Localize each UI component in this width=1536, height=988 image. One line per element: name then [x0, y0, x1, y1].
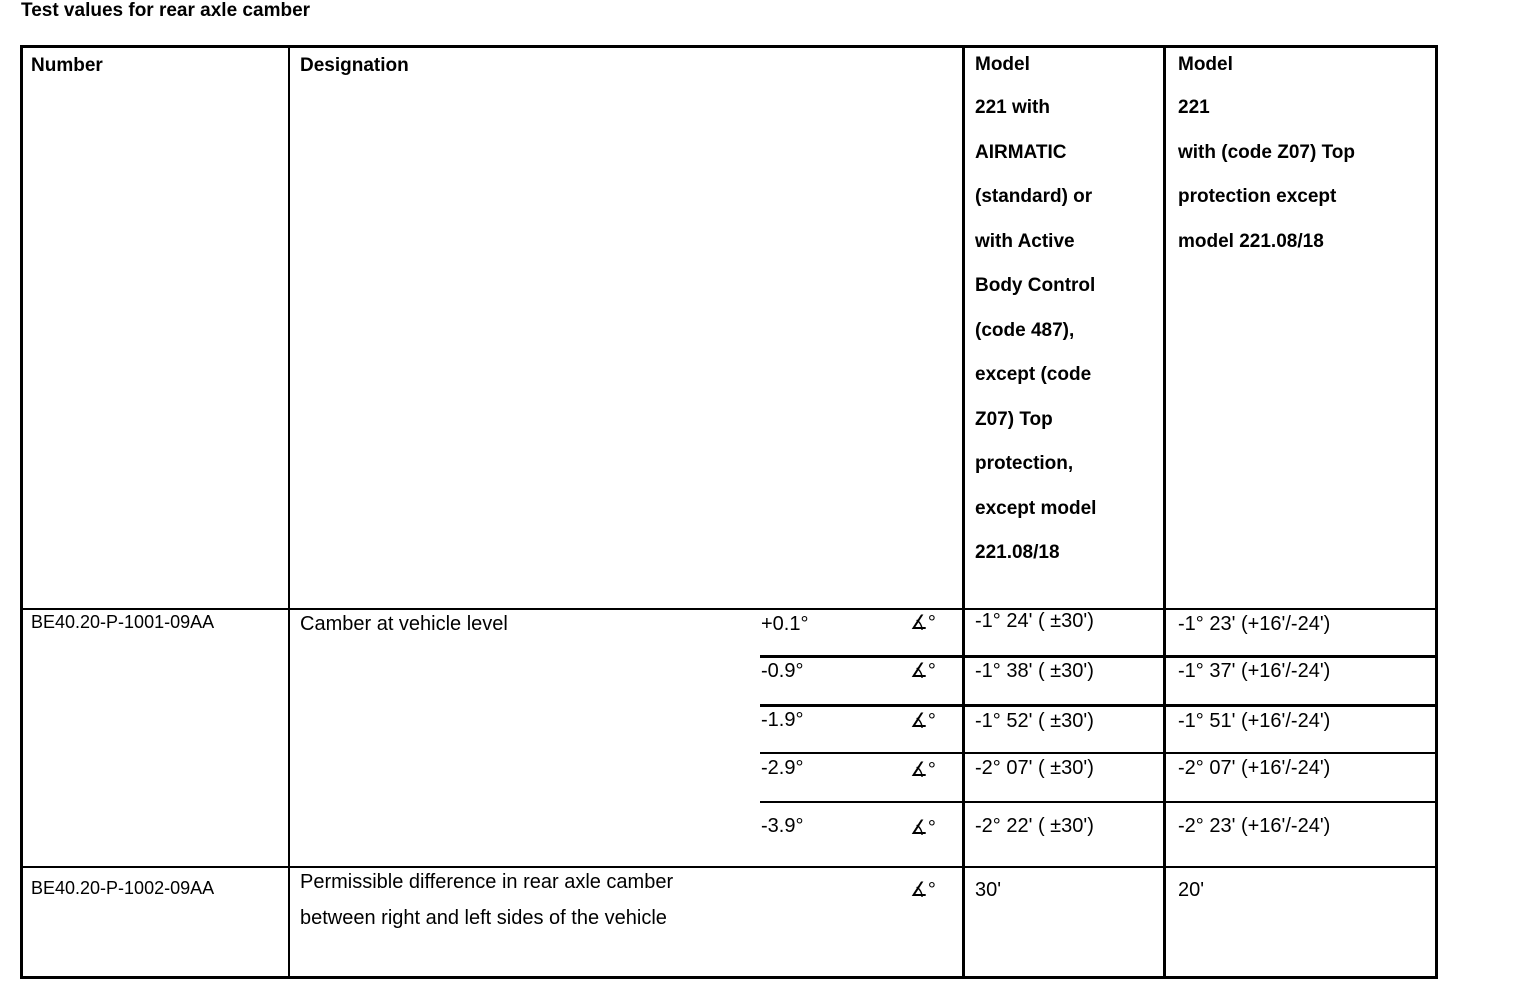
sub-model1-value: -2° 07' ( ±30') [975, 757, 1094, 779]
sub-model1-value: -1° 24' ( ±30') [975, 610, 1094, 632]
row2-designation-line1: Permissible difference in rear axle camber [300, 871, 674, 893]
sub-level: -1.9° [761, 709, 804, 731]
sub-model2-value: -1° 37' (+16'/-24') [1178, 660, 1331, 682]
sub-model2-value: -2° 07' (+16'/-24') [1178, 757, 1331, 779]
row1-designation: Camber at vehicle level [300, 613, 508, 635]
sub-level: +0.1° [761, 613, 809, 635]
header-model-2: Model 221 with (code Z07) Top protection except model 221.08/18 [1178, 54, 1355, 252]
header-number: Number [31, 55, 103, 76]
row2-number: BE40.20-P-1002-09AA [31, 878, 215, 898]
angle-icon: ∡° [910, 759, 936, 781]
page-title: Test values for rear axle camber [21, 0, 311, 21]
sub-model2-value: -1° 51' (+16'/-24') [1178, 710, 1331, 732]
sub-level: -2.9° [761, 757, 804, 779]
angle-icon: ∡° [910, 879, 936, 901]
angle-icon: ∡° [910, 710, 936, 732]
row2-designation-line2: between right and left sides of the vehicle [300, 907, 667, 929]
sub-model1-value: -1° 38' ( ±30') [975, 660, 1094, 682]
row2-model1-value: 30' [975, 879, 1002, 901]
angle-icon: ∡° [910, 817, 936, 839]
angle-icon: ∡° [910, 612, 936, 634]
sub-model1-value: -2° 22' ( ±30') [975, 815, 1094, 837]
sub-level: -3.9° [761, 815, 804, 837]
header-designation: Designation [300, 55, 409, 76]
sub-model1-value: -1° 52' ( ±30') [975, 710, 1094, 732]
row2-model2-value: 20' [1178, 879, 1205, 901]
sub-model2-value: -1° 23' (+16'/-24') [1178, 613, 1331, 635]
angle-icon: ∡° [910, 660, 936, 682]
row1-number: BE40.20-P-1001-09AA [31, 612, 215, 632]
sub-level: -0.9° [761, 660, 804, 682]
header-model-1: Model 221 with AIRMATIC (standard) or with Active Body Control (code 487), except (code Z07) Top protection, except model 221.08/18 [975, 54, 1097, 563]
sub-model2-value: -2° 23' (+16'/-24') [1178, 815, 1331, 837]
